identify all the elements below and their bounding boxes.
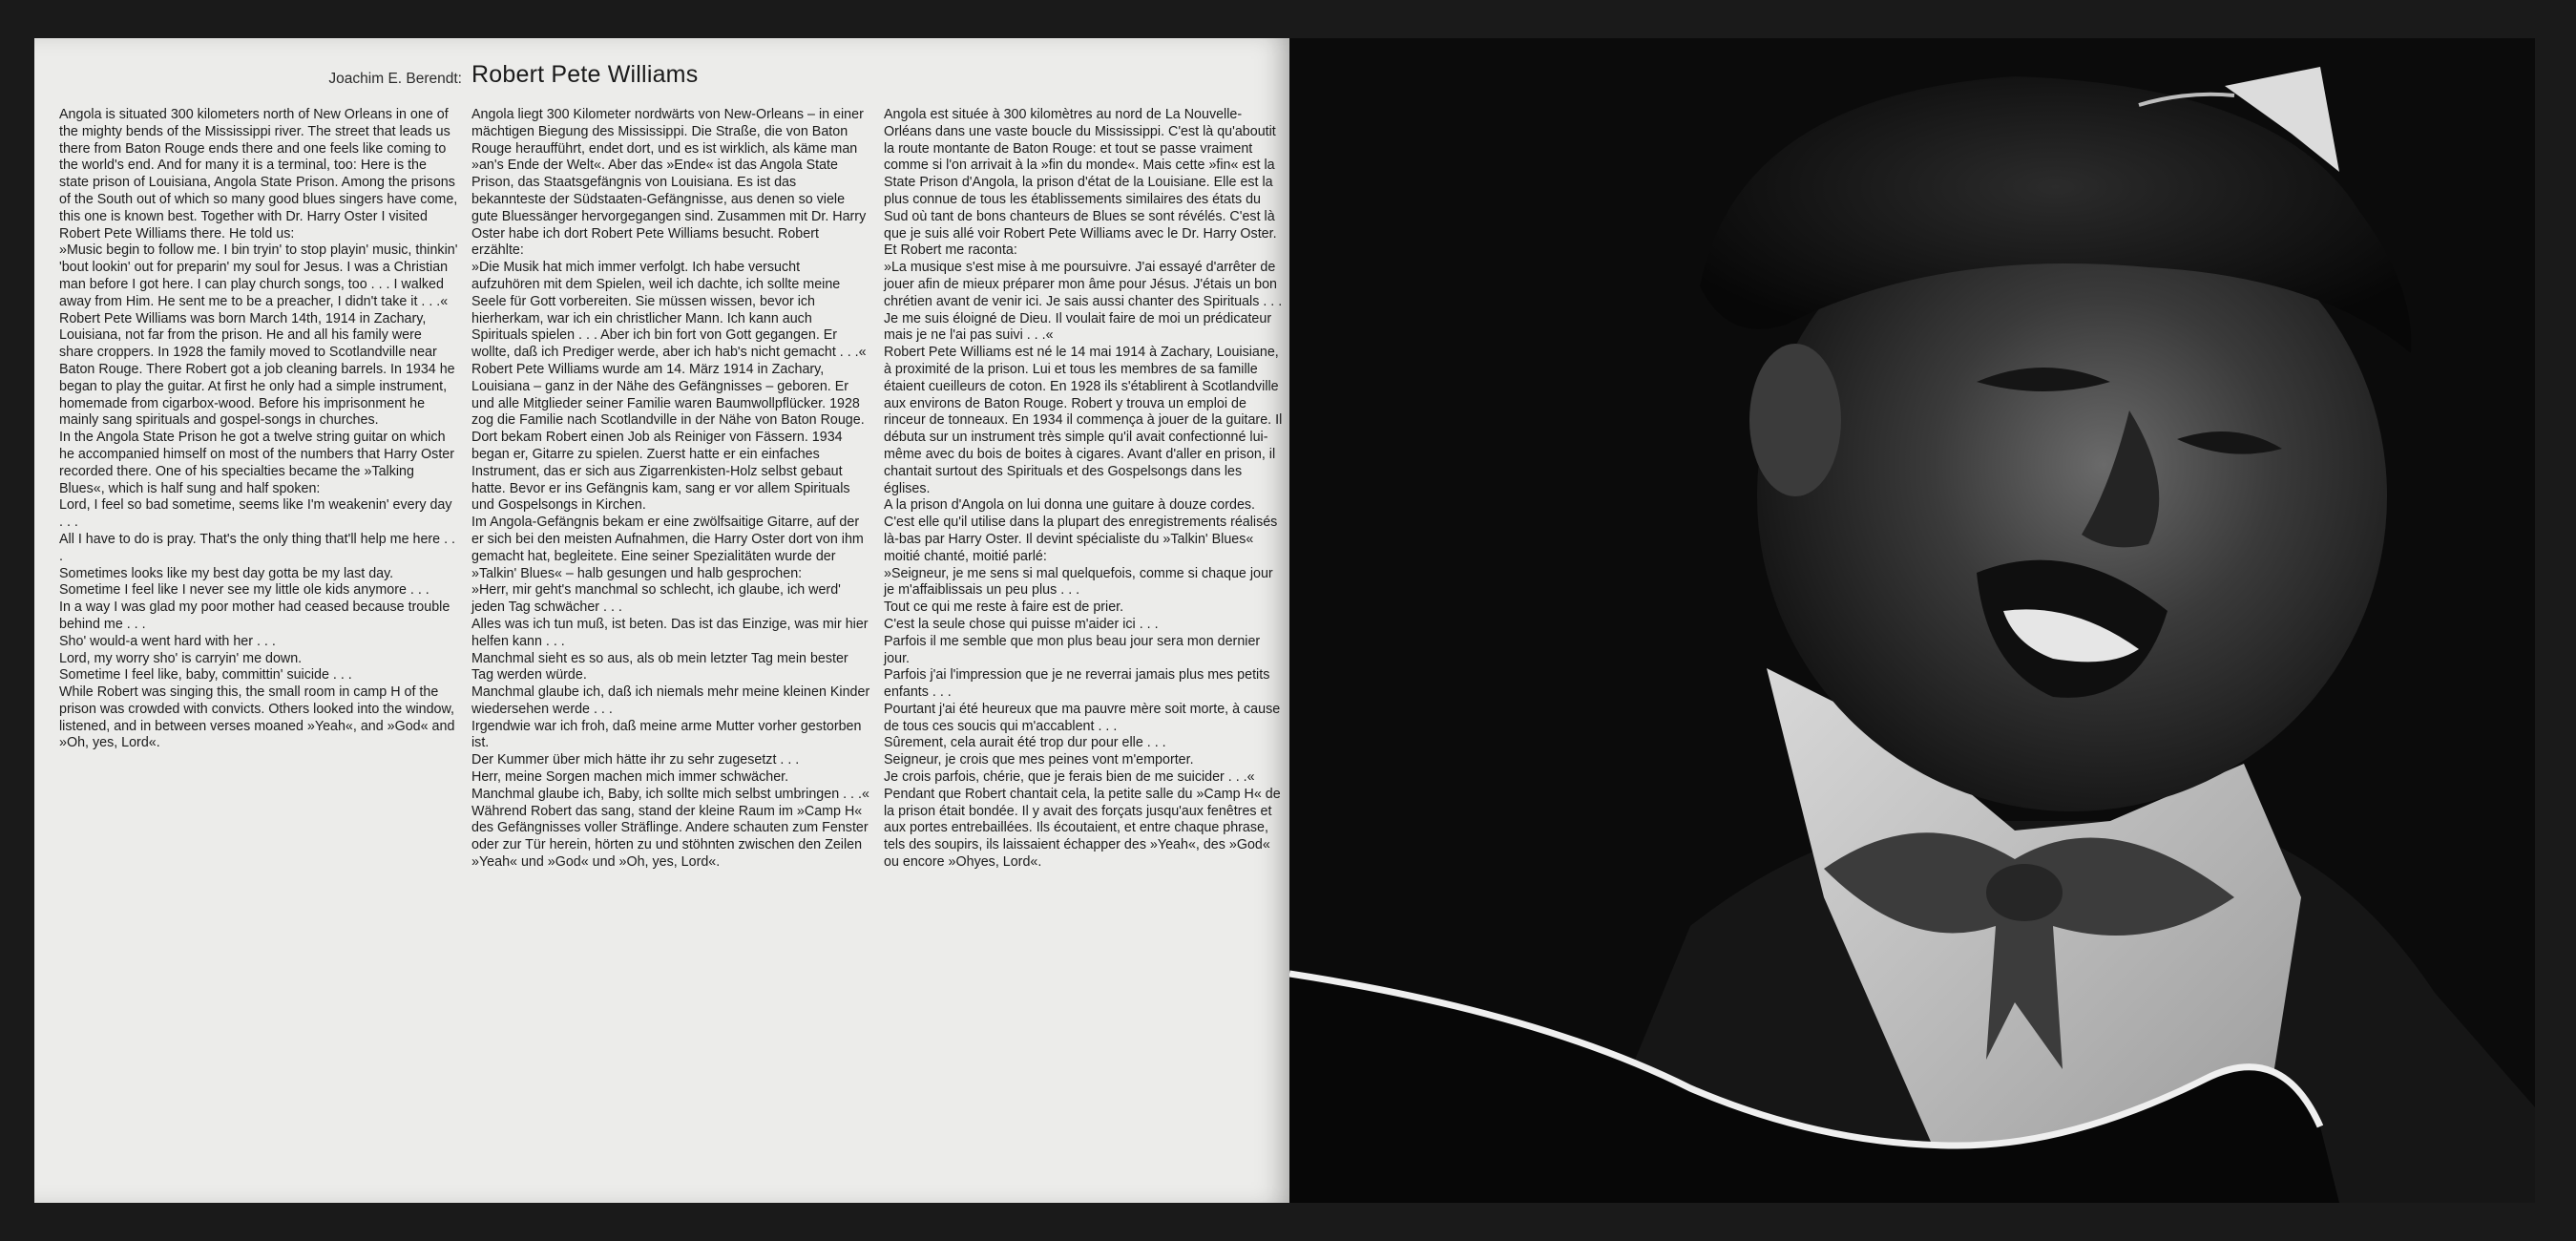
paragraph: Im Angola-Gefängnis bekam er eine zwölfsaitige Gitarre, auf der er sich bei den meisten Aufnahmen, die Harry Oster dort von ihm gemacht hat, begleitete. Eine seiner Spezialitäten wurde der »Talkin' Blues« – halb gesungen und halb gesprochen: bbox=[471, 515, 864, 581]
lyric-line: Pourtant j'ai été heureux que ma pauvre mère soit morte, à cause de tous ces soucis qui m'accablent . . . bbox=[884, 701, 1281, 734]
lyric-line: Seigneur, je crois que mes peines vont m'emporter. bbox=[884, 752, 1194, 768]
paragraph: Angola is situated 300 kilometers north of New Orleans in one of the mighty bends of the Mississippi river. The street that leads us there from Baton Rouge ends there and one feels like coming to the world's end. And for many it is a terminal, too: Here is the state prison of Louisiana, Angola State Prison. Among the prisons of the South out of which so many good blues singers have come, this one is known best. Together with Dr. Harry Oster I visited Robert Pete Williams there. He told us: bbox=[59, 107, 458, 242]
paragraph: Robert Pete Williams est né le 14 mai 1914 à Zachary, Louisiane, à proximité de la prison. Lui et tous les membres de sa famille étaient cueilleurs de coton. En 1928 ils s'établirent à Scotlandville aux environs de Baton Rouge. Robert y trouva un emploi de rinceur de tonneaux. En 1934 il commença à jouer de la guitare. Il débuta sur un instrument très simple qu'il avait confectionné lui-même avec du bois de boites à cigares. Avant d'aller en prison, il chantait surtout des Spirituals et des Gospelsongs dans les églises. bbox=[884, 345, 1283, 496]
lyric-line: Sometimes looks like my best day gotta be my last day. bbox=[59, 565, 394, 581]
lyric-line: Sho' would-a went hard with her . . . bbox=[59, 633, 276, 649]
photo-page bbox=[1289, 38, 2535, 1203]
lyric-line: In a way I was glad my poor mother had ceased because trouble behind me . . . bbox=[59, 599, 450, 632]
paragraph: Angola est située à 300 kilomètres au nord de La Nouvelle-Orléans dans une vaste boucle du Mississippi. C'est là qu'aboutit la route montante de Baton Rouge: et tout se passe vraiment comme si l'on arrivait à la »fin du monde«. Mais cette »fin« est la State Prison d'Angola, la prison d'état de la Louisiane. Elle est la plus connue de tous les établissements similaires des états du Sud où tant de bons chanteurs de Blues se sont révélés. C'est là que je suis allé voir Robert Pete Williams avec le Dr. Harry Oster. Et Robert me raconta: bbox=[884, 107, 1277, 259]
lyric-line: All I have to do is pray. That's the only thing that'll help me here . . . bbox=[59, 531, 456, 564]
lyric-line: Lord, I feel so bad sometime, seems like I'm weakenin' every day . . . bbox=[59, 497, 452, 531]
musician-photo bbox=[1289, 38, 2535, 1203]
portrait-illustration bbox=[1289, 38, 2535, 1203]
french-column bbox=[884, 107, 1283, 872]
lyric-line: Je crois parfois, chérie, que je ferais bien de me suicider . . .« bbox=[884, 769, 1255, 786]
lyric-line: Manchmal sieht es so aus, als ob mein letzter Tag mein bester Tag werden würde. bbox=[471, 650, 848, 684]
article-title: Robert Pete Williams bbox=[471, 61, 699, 88]
lyric-line: Parfois il me semble que mon plus beau jour sera mon dernier jour. bbox=[884, 633, 1261, 666]
lyric-line: Alles was ich tun muß, ist beten. Das ist das Einzige, was mir hier helfen kann . . . bbox=[471, 616, 869, 649]
paragraph: Angola liegt 300 Kilometer nordwärts von New-Orleans – in einer mächtigen Biegung des Mississippi. Die Straße, die von Baton Rouge heraufführt, endet dort, und es ist wirklich, als käme man »an's Ende der Welt«. Aber das »Ende« ist das Angola State Prison, das Staatsgefängnis von Louisiana. Es ist das bekannteste der Südstaaten-Gefängnisse, aus denen so viele gute Bluessänger hervorgegangen sind. Zusammen mit Dr. Harry Oster habe ich dort Robert Pete Williams besucht. Robert erzählte: bbox=[471, 107, 867, 259]
lyric-line: Sûrement, cela aurait été trop dur pour elle . . . bbox=[884, 735, 1166, 751]
lyric-line: Irgendwie war ich froh, daß meine arme Mutter vorher gestorben ist. bbox=[471, 718, 862, 751]
english-column bbox=[59, 107, 458, 752]
paragraph: »Die Musik hat mich immer verfolgt. Ich habe versucht aufzuhören mit dem Spielen, weil ich dachte, ich sollte meine Seele für Gott vorbereiten. Sie müssen wissen, bevor ich hierherkam, war ich ein christlicher Mann. Ich kann auch Spirituals spielen . . . Aber ich bin fort von Gott gegangen. Er wollte, daß ich Prediger werde, aber ich hab's nicht gemacht . . .« bbox=[471, 260, 867, 361]
lyric-line: Sometime I feel like, baby, committin' suicide . . . bbox=[59, 667, 352, 684]
lyric-line: Herr, meine Sorgen machen mich immer schwächer. bbox=[471, 769, 789, 786]
lyric-line: Tout ce qui me reste à faire est de prier. bbox=[884, 599, 1124, 616]
paragraph: Während Robert das sang, stand der kleine Raum im »Camp H« des Gefängnisses voller Sträflinge. Andere schauten zum Fenster oder zur Tür herein, hörten zu und stöhnten zwischen den Zeilen »Yeah« und »God« und »Oh, yes, Lord«. bbox=[471, 803, 869, 871]
paragraph: In the Angola State Prison he got a twelve string guitar on which he accompanied himself on most of the numbers that Harry Oster recorded there. One of his specialties became the »Talking Blues«, which is half sung and half spoken: bbox=[59, 430, 455, 496]
lyric-line: Manchmal glaube ich, Baby, ich sollte mich selbst umbringen . . .« bbox=[471, 786, 869, 802]
lyric-line: Manchmal glaube ich, daß ich niemals mehr meine kleinen Kinder wiedersehen werde . . . bbox=[471, 684, 870, 717]
lyric-line: »Seigneur, je me sens si mal quelquefois, comme si chaque jour je m'affaiblissais un peu plus . . . bbox=[884, 565, 1273, 599]
lyric-line: Lord, my worry sho' is carryin' me down. bbox=[59, 650, 303, 666]
paragraph: Robert Pete Williams was born March 14th, 1914 in Zachary, Louisiana, not far from the prison. He and all his family were share croppers. In 1928 the family moved to Scotlandville near Baton Rouge. There Robert got a job cleaning barrels. In 1934 he began to play the guitar. At first he only had a simple instrument, homemade from cigarbox-wood. Before his imprisonment he mainly sang spirituals and gospel-songs in churches. bbox=[59, 310, 455, 429]
paragraph: »Music begin to follow me. I bin tryin' to stop playin' music, thinkin' 'bout lookin' out for preparin' my soul for Jesus. I was a Christian man before I got here. I can play church songs, too . . . I walked away from Him. He sent me to be a preacher, I didn't take it . . .« bbox=[59, 242, 458, 309]
lyric-line: Parfois j'ai l'impression que je ne reverrai jamais plus mes petits enfants . . . bbox=[884, 667, 1270, 701]
lyric-line: Sometime I feel like I never see my little ole kids anymore . . . bbox=[59, 582, 429, 599]
lyric-line: »Herr, mir geht's manchmal so schlecht, ich glaube, ich werd' jeden Tag schwächer . . . bbox=[471, 582, 841, 616]
paragraph: Robert Pete Williams wurde am 14. März 1914 in Zachary, Louisiana – ganz in der Nähe des Gefängnisses – geboren. Er und alle Mitglieder seiner Familie waren Baumwollpflücker. 1928 zog die Familie nach Scotlandville in der Nähe von Baton Rouge. Dort bekam Robert einen Job als Reiniger von Fässern. 1934 began er, Gitarre zu spielen. Zuerst hatte er ein einfaches Instrument, das er sich aus Zigarrenkisten-Holz selbst gebaut hatte. Bevor er ins Gefängnis kam, sang er vor allem Spirituals und Gospelsongs in Kirchen. bbox=[471, 361, 865, 514]
text-page bbox=[34, 38, 1289, 1203]
paragraph: Pendant que Robert chantait cela, la petite salle du »Camp H« de la prison était bondée. Il y avait des forçats jusqu'aux fenêtres et aux portes entrebaillées. Ils écoutaient, et entre chaque phrase, tels des soupirs, ils laissaient échapper des »Yeah«, des »God« ou encore »Ohyes, Lord«. bbox=[884, 786, 1281, 871]
booklet-spread bbox=[34, 38, 2535, 1203]
lyric-line: Der Kummer über mich hätte ihr zu sehr zugesetzt . . . bbox=[471, 752, 800, 768]
author-name: Joachim E. Berendt: bbox=[328, 71, 462, 87]
paragraph: While Robert was singing this, the small room in camp H of the prison was crowded with convicts. Others looked into the window, listened, and in between verses moaned »Yeah«, and »God« and »Oh, yes, Lord«. bbox=[59, 684, 455, 751]
paragraph: »La musique s'est mise à me poursuivre. J'ai essayé d'arrêter de jouer afin de mieux préparer mon âme pour Jésus. J'étais un bon chrétien avant de venir ici. Je sais aussi chanter des Spirituals . . . Je me suis éloigné de Dieu. Il voulait faire de moi un prédicateur mais je ne l'ai pas suivi . . .« bbox=[884, 260, 1283, 344]
lyric-line: C'est la seule chose qui puisse m'aider ici . . . bbox=[884, 616, 1159, 632]
header bbox=[34, 61, 1289, 99]
german-column bbox=[471, 107, 870, 872]
paragraph: A la prison d'Angola on lui donna une guitare à douze cordes. C'est elle qu'il utilise dans la plupart des enregistrements réalisés là-bas par Harry Oster. Il devint spécialiste du »Talkin' Blues« moitié chanté, moitié parlé: bbox=[884, 497, 1278, 564]
